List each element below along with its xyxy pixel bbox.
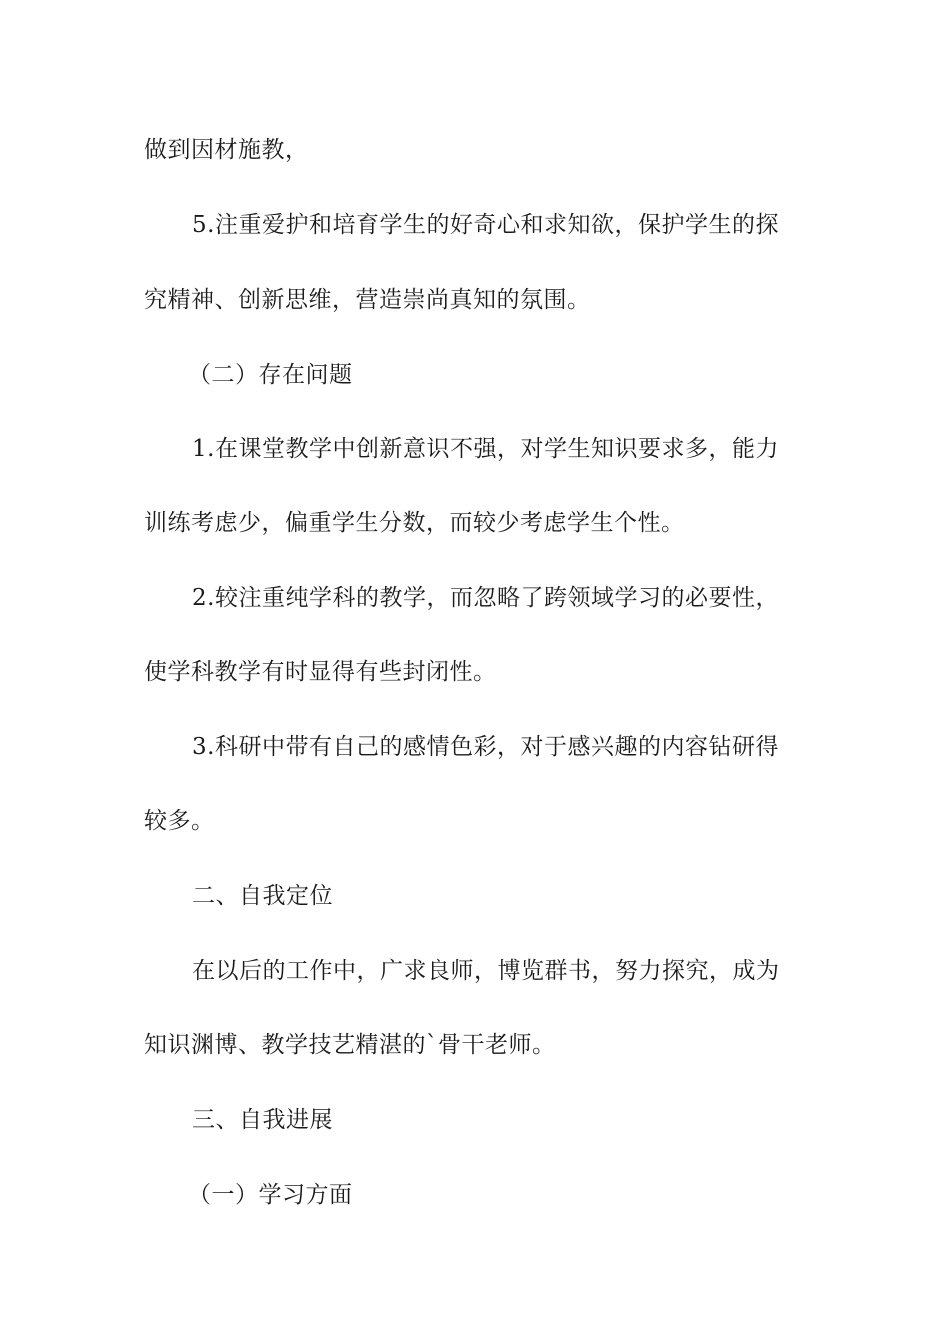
section-heading: （一）学习方面 [188, 1182, 353, 1208]
text-line: 3.科研中带有自己的感情色彩，对于感兴趣的内容钻研得 [192, 734, 779, 760]
text-line: 1.在课堂教学中创新意识不强，对学生知识要求多，能力 [192, 436, 779, 462]
section-heading: （二）存在问题 [188, 362, 353, 388]
section-heading: 三、自我进展 [192, 1107, 333, 1133]
text-line: 较多。 [144, 808, 215, 834]
text-line: 究精神、创新思维，营造崇尚真知的氛围。 [144, 287, 591, 313]
text-line: 使学科教学有时显得有些封闭性。 [144, 659, 497, 685]
text-line: 5.注重爱护和培育学生的好奇心和求知欲，保护学生的探 [192, 212, 779, 238]
text-line: 2.较注重纯学科的教学，而忽略了跨领域学习的必要性， [192, 585, 779, 611]
text-line: 在以后的工作中，广求良师，博览群书，努力探究，成为 [192, 958, 780, 984]
text-line: 知识渊博、教学技艺精湛的`骨干老师。 [144, 1032, 556, 1058]
text-line: 做到因材施教， [144, 137, 309, 163]
text-line: 训练考虑少，偏重学生分数，而较少考虑学生个性。 [144, 510, 685, 536]
section-heading: 二、自我定位 [192, 883, 333, 909]
